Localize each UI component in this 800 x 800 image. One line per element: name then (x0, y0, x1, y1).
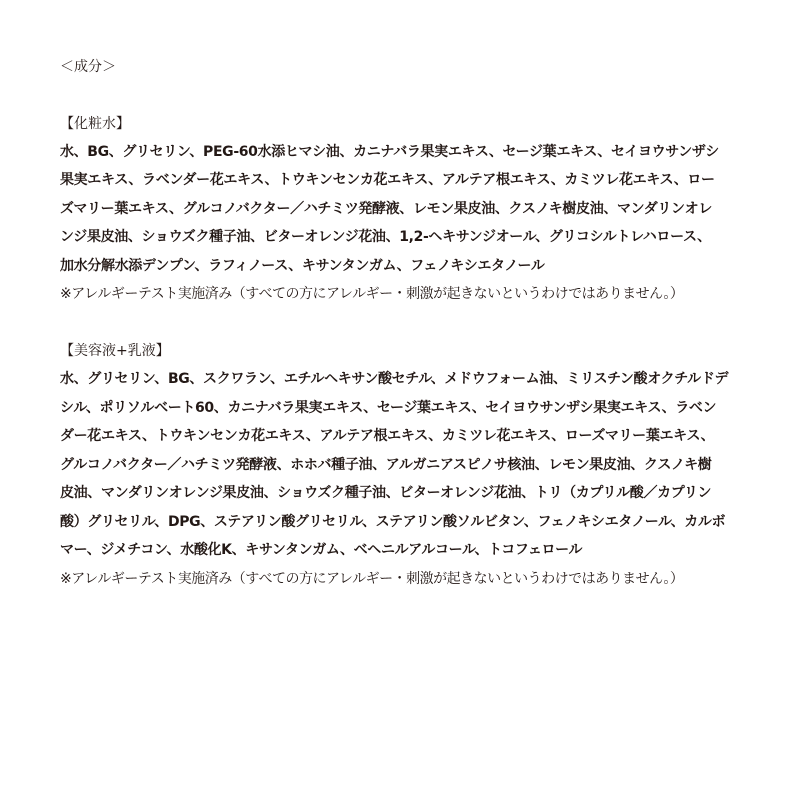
serum-ingredient-line: 皮油、マンダリンオレンジ果皮油、ショウズク種子油、ビターオレンジ花油、トリ（カプリル酸／カプリン (60, 485, 712, 501)
serum-ingredient-line: シル、ポリソルベート60、カニナバラ果実エキス、セージ葉エキス、セイヨウサンザシ果実エキス、ラベン (60, 399, 717, 416)
document-title: ＜成分＞ (60, 59, 116, 75)
section-heading-toner: 【化粧水】 (60, 115, 130, 132)
toner-ingredient-line: 加水分解水添デンプン、ラフィノース、キサンタンガム、フェノキシエタノール (60, 257, 545, 274)
spacer (60, 309, 750, 338)
toner-allergy-note: ※アレルギーテスト実施済み（すべての方にアレルギー・刺激が起きないというわけではありません。） (60, 286, 684, 302)
serum-allergy-note: ※アレルギーテスト実施済み（すべての方にアレルギー・刺激が起きないというわけではありません。） (60, 570, 684, 587)
serum-ingredient-line: ダー花エキス、トウキンセンカ花エキス、アルテア根エキス、カミツレ花エキス、ローズマリー葉エキス、 (60, 428, 715, 444)
toner-ingredient-line: ズマリー葉エキス、グルコノバクター／ハチミツ発酵液、レモン果皮油、クスノキ樹皮油、マンダリンオレ (60, 200, 712, 217)
section-toner (60, 110, 750, 309)
section-serum-emulsion (60, 337, 750, 593)
section-heading-serum-emulsion: 【美容液+乳液】 (60, 343, 170, 359)
serum-ingredient-line: 酸）グリセリル、DPG、ステアリン酸グリセリル、ステアリン酸ソルビタン、フェノキシエタノール、カルボ (60, 513, 726, 530)
toner-ingredient-line: 果実エキス、ラベンダー花エキス、トウキンセンカ花エキス、アルテア根エキス、カミツレ花エキス、ロー (60, 172, 715, 188)
serum-ingredient-line: 水、グリセリン、BG、スクワラン、エチルヘキサン酸セチル、メドウフォーム油、ミリスチン酸オクチルドデ (60, 371, 729, 387)
ingredients-document (60, 53, 750, 593)
spacer (60, 81, 750, 110)
serum-ingredient-line: マー、ジメチコン、水酸化K、キサンタンガム、ベヘニルアルコール、トコフェロール (60, 542, 583, 558)
toner-ingredient-line: 水、BG、グリセリン、PEG-60水添ヒマシ油、カニナバラ果実エキス、セージ葉エキス、セイヨウサンザシ (60, 143, 719, 160)
serum-ingredient-line: グルコノバクター／ハチミツ発酵液、ホホバ種子油、アルガニアスピノサ核油、レモン果皮油、クスノキ樹 (60, 456, 712, 473)
toner-ingredient-line: ンジ果皮油、ショウズク種子油、ビターオレンジ花油、1,2-ヘキサンジオール、グリコシルトレハロース、 (60, 229, 711, 245)
